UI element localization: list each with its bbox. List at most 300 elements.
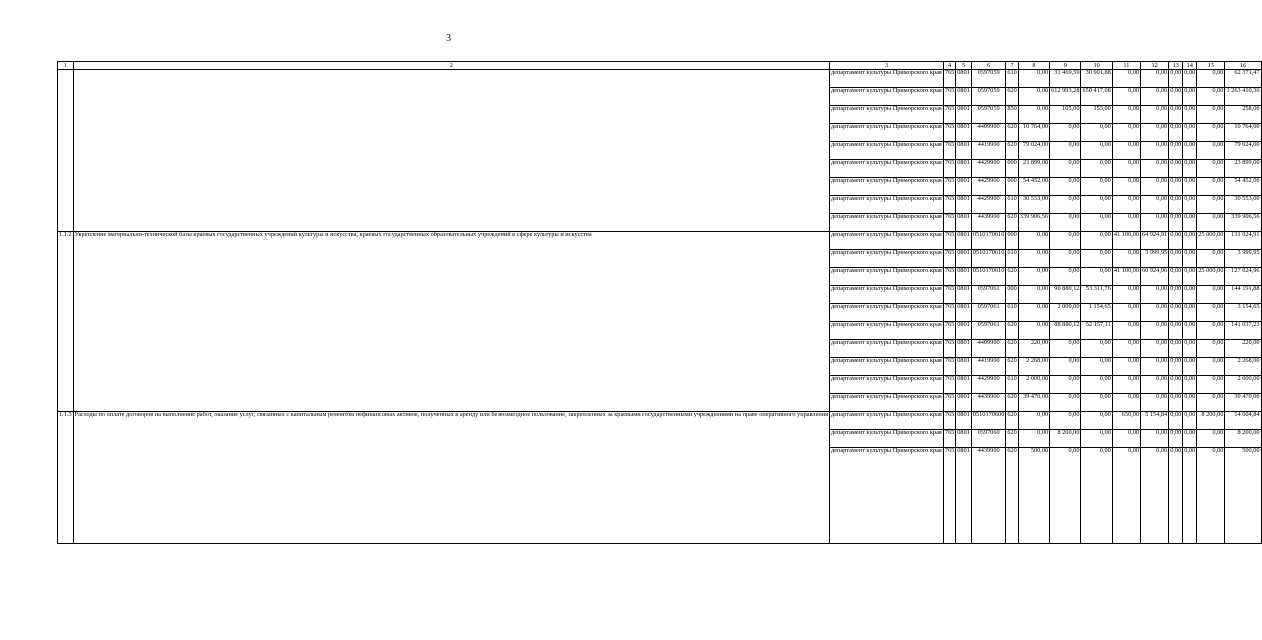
- amount-cell: 0,00: [1169, 88, 1183, 106]
- code-cell: 620: [1006, 142, 1018, 160]
- code-cell: 765: [943, 214, 955, 232]
- code-cell: 0801: [956, 322, 972, 340]
- amount-cell: 14 004,84: [1225, 412, 1261, 430]
- column-header: 9: [1050, 62, 1081, 70]
- amount-cell: 25 000,00: [1197, 268, 1225, 286]
- amount-cell: 0,00: [1197, 448, 1225, 544]
- amount-cell: 54 452,00: [1225, 178, 1261, 196]
- amount-cell: 0,00: [1169, 142, 1183, 160]
- column-header: 2: [73, 62, 829, 70]
- code-cell: 610: [1006, 250, 1018, 268]
- amount-cell: 0,00: [1081, 394, 1112, 412]
- amount-cell: 52 157,11: [1081, 322, 1112, 340]
- amount-cell: 0,00: [1141, 160, 1169, 178]
- amount-cell: 3 154,65: [1225, 304, 1261, 322]
- amount-cell: 144 191,88: [1225, 286, 1261, 304]
- amount-cell: 0,00: [1141, 214, 1169, 232]
- amount-cell: 60 924,96: [1141, 268, 1169, 286]
- amount-cell: 0,00: [1081, 376, 1112, 394]
- amount-cell: 0,00: [1197, 178, 1225, 196]
- code-cell: 765: [943, 412, 955, 430]
- amount-cell: 0,00: [1197, 160, 1225, 178]
- amount-cell: 3 999,95: [1141, 250, 1169, 268]
- amount-cell: 0,00: [1183, 214, 1197, 232]
- amount-cell: 0,00: [1183, 250, 1197, 268]
- code-cell: 620: [1006, 412, 1018, 430]
- code-cell: 610: [1006, 196, 1018, 214]
- amount-cell: 0,00: [1141, 106, 1169, 124]
- amount-cell: 0,00: [1197, 106, 1225, 124]
- amount-cell: 0,00: [1050, 124, 1081, 142]
- code-cell: 0801: [956, 394, 972, 412]
- code-cell: 0801: [956, 412, 972, 430]
- code-cell: 610: [1006, 70, 1018, 88]
- code-cell: 0801: [956, 268, 972, 286]
- amount-cell: 0,00: [1183, 196, 1197, 214]
- amount-cell: 0,00: [1112, 286, 1140, 304]
- amount-cell: 0,00: [1112, 430, 1140, 448]
- amount-cell: 500,00: [1018, 448, 1049, 544]
- table-header-row: [58, 62, 1262, 70]
- code-cell: 0801: [956, 304, 972, 322]
- amount-cell: 650 417,08: [1081, 88, 1112, 106]
- amount-cell: 90 880,12: [1050, 286, 1081, 304]
- code-cell: 765: [943, 394, 955, 412]
- amount-cell: 0,00: [1183, 412, 1197, 430]
- code-cell: 0801: [956, 376, 972, 394]
- amount-cell: 54 452,00: [1018, 178, 1049, 196]
- column-header: 12: [1141, 62, 1169, 70]
- amount-cell: 0,00: [1141, 178, 1169, 196]
- amount-cell: 64 924,91: [1141, 232, 1169, 250]
- code-cell: 0597060: [971, 430, 1005, 448]
- code-cell: 765: [943, 106, 955, 124]
- amount-cell: 0,00: [1141, 124, 1169, 142]
- amount-cell: 0,00: [1183, 304, 1197, 322]
- code-cell: 0597059: [971, 106, 1005, 124]
- dept-cell: департамент культуры Приморского края: [830, 358, 944, 376]
- code-cell: 0801: [956, 178, 972, 196]
- amount-cell: 0,00: [1183, 70, 1197, 88]
- amount-cell: 0,00: [1081, 124, 1112, 142]
- code-cell: 000: [1006, 160, 1018, 178]
- code-cell: 765: [943, 70, 955, 88]
- column-header: 8: [1018, 62, 1049, 70]
- code-cell: 765: [943, 376, 955, 394]
- amount-cell: 0,00: [1112, 142, 1140, 160]
- amount-cell: 0,00: [1018, 88, 1049, 106]
- section-title: Расходы по оплате договоров на выполнение работ, оказание услуг, связанных с капитальным ремонтом нефинансовых активов, полученных в аренду или безвозмездное пользование, закрепленных за краевыми государственными учреждениями на праве оперативного управления: [73, 412, 829, 544]
- code-cell: 765: [943, 268, 955, 286]
- amount-cell: 0,00: [1141, 358, 1169, 376]
- amount-cell: 2 000,00: [1018, 376, 1049, 394]
- amount-cell: 0,00: [1018, 268, 1049, 286]
- amount-cell: 0,00: [1112, 88, 1140, 106]
- dept-cell: департамент культуры Приморского края: [830, 232, 944, 250]
- amount-cell: 0,00: [1183, 106, 1197, 124]
- amount-cell: 0,00: [1197, 70, 1225, 88]
- amount-cell: 0,00: [1050, 196, 1081, 214]
- amount-cell: 0,00: [1112, 304, 1140, 322]
- code-cell: 0801: [956, 160, 972, 178]
- code-cell: 620: [1006, 358, 1018, 376]
- amount-cell: 0,00: [1197, 196, 1225, 214]
- dept-cell: департамент культуры Приморского края: [830, 196, 944, 214]
- amount-cell: 258,00: [1225, 106, 1261, 124]
- amount-cell: 0,00: [1197, 358, 1225, 376]
- amount-cell: 0,00: [1169, 124, 1183, 142]
- amount-cell: 2 268,00: [1225, 358, 1261, 376]
- amount-cell: 0,00: [1018, 286, 1049, 304]
- code-cell: 765: [943, 160, 955, 178]
- amount-cell: 0,00: [1112, 322, 1140, 340]
- amount-cell: 1 263 410,36: [1225, 88, 1261, 106]
- dept-cell: департамент культуры Приморского края: [830, 376, 944, 394]
- column-header: 10: [1081, 62, 1112, 70]
- amount-cell: 0,00: [1018, 430, 1049, 448]
- amount-cell: 41 100,00: [1112, 268, 1140, 286]
- amount-cell: 79 024,00: [1018, 142, 1049, 160]
- code-cell: 765: [943, 142, 955, 160]
- amount-cell: 8 200,00: [1225, 430, 1261, 448]
- section-title: [73, 70, 829, 232]
- table-row: [58, 412, 1262, 430]
- amount-cell: 0,00: [1112, 394, 1140, 412]
- code-cell: 0801: [956, 232, 972, 250]
- amount-cell: 0,00: [1050, 394, 1081, 412]
- amount-cell: 0,00: [1169, 214, 1183, 232]
- amount-cell: 0,00: [1197, 340, 1225, 358]
- amount-cell: 0,00: [1197, 142, 1225, 160]
- code-cell: 0801: [956, 142, 972, 160]
- amount-cell: 30 553,00: [1225, 196, 1261, 214]
- code-cell: 0597061: [971, 286, 1005, 304]
- amount-cell: 0,00: [1141, 430, 1169, 448]
- code-cell: 4429900: [971, 376, 1005, 394]
- code-cell: 4419900: [971, 142, 1005, 160]
- amount-cell: 0,00: [1141, 70, 1169, 88]
- amount-cell: 0,00: [1183, 232, 1197, 250]
- code-cell: 0510170610: [971, 268, 1005, 286]
- column-header: 7: [1006, 62, 1018, 70]
- code-cell: 4429900: [971, 178, 1005, 196]
- dept-cell: департамент культуры Приморского края: [830, 124, 944, 142]
- amount-cell: 79 024,00: [1225, 142, 1261, 160]
- code-cell: 4439900: [971, 448, 1005, 544]
- code-cell: 0510170610: [971, 250, 1005, 268]
- amount-cell: 127 024,96: [1225, 268, 1261, 286]
- amount-cell: 8 200,00: [1197, 412, 1225, 430]
- column-header: 14: [1183, 62, 1197, 70]
- amount-cell: 0,00: [1050, 250, 1081, 268]
- amount-cell: 0,00: [1169, 322, 1183, 340]
- dept-cell: департамент культуры Приморского края: [830, 394, 944, 412]
- amount-cell: 23 899,00: [1018, 160, 1049, 178]
- dept-cell: департамент культуры Приморского края: [830, 106, 944, 124]
- dept-cell: департамент культуры Приморского края: [830, 412, 944, 430]
- amount-cell: 612 993,28: [1050, 88, 1081, 106]
- amount-cell: 0,00: [1081, 214, 1112, 232]
- amount-cell: 339 906,56: [1225, 214, 1261, 232]
- column-header: 16: [1225, 62, 1261, 70]
- amount-cell: 0,00: [1169, 376, 1183, 394]
- amount-cell: 0,00: [1197, 430, 1225, 448]
- amount-cell: 0,00: [1183, 142, 1197, 160]
- code-cell: 765: [943, 178, 955, 196]
- code-cell: 0801: [956, 448, 972, 544]
- code-cell: 765: [943, 358, 955, 376]
- code-cell: 000: [1006, 286, 1018, 304]
- code-cell: 4439900: [971, 394, 1005, 412]
- amount-cell: 650,00: [1112, 412, 1140, 430]
- dept-cell: департамент культуры Приморского края: [830, 88, 944, 106]
- amount-cell: 0,00: [1050, 178, 1081, 196]
- amount-cell: 220,00: [1018, 340, 1049, 358]
- amount-cell: 0,00: [1183, 376, 1197, 394]
- amount-cell: 25 000,00: [1197, 232, 1225, 250]
- amount-cell: 0,00: [1183, 358, 1197, 376]
- amount-cell: 10 764,00: [1018, 124, 1049, 142]
- amount-cell: 0,00: [1141, 304, 1169, 322]
- amount-cell: 0,00: [1018, 232, 1049, 250]
- amount-cell: 0,00: [1169, 340, 1183, 358]
- amount-cell: 0,00: [1183, 394, 1197, 412]
- amount-cell: 105,00: [1050, 106, 1081, 124]
- code-cell: 765: [943, 430, 955, 448]
- amount-cell: 0,00: [1169, 448, 1183, 544]
- amount-cell: 500,00: [1225, 448, 1261, 544]
- code-cell: 765: [943, 124, 955, 142]
- code-cell: 620: [1006, 214, 1018, 232]
- amount-cell: 39 470,00: [1225, 394, 1261, 412]
- code-cell: 765: [943, 196, 955, 214]
- amount-cell: 0,00: [1197, 322, 1225, 340]
- amount-cell: 0,00: [1141, 196, 1169, 214]
- amount-cell: 153,00: [1081, 106, 1112, 124]
- column-header: 3: [830, 62, 944, 70]
- amount-cell: 0,00: [1169, 178, 1183, 196]
- amount-cell: 0,00: [1050, 142, 1081, 160]
- table-row: [58, 70, 1262, 88]
- amount-cell: 0,00: [1050, 340, 1081, 358]
- code-cell: 620: [1006, 124, 1018, 142]
- code-cell: 765: [943, 88, 955, 106]
- amount-cell: 0,00: [1169, 412, 1183, 430]
- amount-cell: 0,00: [1081, 430, 1112, 448]
- code-cell: 765: [943, 322, 955, 340]
- amount-cell: 0,00: [1183, 178, 1197, 196]
- amount-cell: 0,00: [1183, 268, 1197, 286]
- amount-cell: 0,00: [1169, 70, 1183, 88]
- amount-cell: 0,00: [1050, 448, 1081, 544]
- page-number: 3: [446, 33, 451, 44]
- amount-cell: 131 024,91: [1225, 232, 1261, 250]
- section-id: 1.1.2: [58, 232, 74, 412]
- amount-cell: 0,00: [1112, 196, 1140, 214]
- amount-cell: 0,00: [1050, 214, 1081, 232]
- amount-cell: 0,00: [1169, 268, 1183, 286]
- amount-cell: 0,00: [1183, 88, 1197, 106]
- amount-cell: 0,00: [1141, 286, 1169, 304]
- section-title: Укрепление материально-технической базы краевых государственных учреждений культуры и искусства, краевых государственных образовательных учреждений в сфере культуры и искусства: [73, 232, 829, 412]
- code-cell: 0801: [956, 358, 972, 376]
- amount-cell: 220,00: [1225, 340, 1261, 358]
- code-cell: 0597061: [971, 322, 1005, 340]
- amount-cell: 0,00: [1081, 340, 1112, 358]
- amount-cell: 5 154,84: [1141, 412, 1169, 430]
- budget-table: [57, 61, 1262, 544]
- amount-cell: 0,00: [1112, 448, 1140, 544]
- code-cell: 0597059: [971, 88, 1005, 106]
- amount-cell: 0,00: [1081, 178, 1112, 196]
- dept-cell: департамент культуры Приморского края: [830, 430, 944, 448]
- amount-cell: 0,00: [1183, 340, 1197, 358]
- code-cell: 4419900: [971, 358, 1005, 376]
- code-cell: 0801: [956, 340, 972, 358]
- amount-cell: 0,00: [1169, 106, 1183, 124]
- amount-cell: 41 100,00: [1112, 232, 1140, 250]
- amount-cell: 0,00: [1112, 250, 1140, 268]
- code-cell: 4429900: [971, 160, 1005, 178]
- code-cell: 0510170600: [971, 412, 1005, 430]
- amount-cell: 0,00: [1081, 196, 1112, 214]
- code-cell: 0801: [956, 286, 972, 304]
- code-cell: 0597061: [971, 304, 1005, 322]
- column-header: 13: [1169, 62, 1183, 70]
- code-cell: 765: [943, 232, 955, 250]
- column-header: 15: [1197, 62, 1225, 70]
- amount-cell: 0,00: [1183, 448, 1197, 544]
- code-cell: 765: [943, 340, 955, 358]
- code-cell: 4429900: [971, 196, 1005, 214]
- column-header: 4: [943, 62, 955, 70]
- amount-cell: 1 154,65: [1081, 304, 1112, 322]
- code-cell: 0801: [956, 250, 972, 268]
- code-cell: 000: [1006, 232, 1018, 250]
- amount-cell: 31 469,59: [1050, 70, 1081, 88]
- code-cell: 4409900: [971, 340, 1005, 358]
- amount-cell: 0,00: [1112, 124, 1140, 142]
- amount-cell: 0,00: [1081, 160, 1112, 178]
- amount-cell: 53 311,76: [1081, 286, 1112, 304]
- code-cell: 0801: [956, 214, 972, 232]
- amount-cell: 0,00: [1141, 448, 1169, 544]
- amount-cell: 0,00: [1112, 160, 1140, 178]
- amount-cell: 0,00: [1081, 412, 1112, 430]
- amount-cell: 0,00: [1141, 376, 1169, 394]
- code-cell: 0597059: [971, 70, 1005, 88]
- amount-cell: 0,00: [1081, 232, 1112, 250]
- section-id: 1.1.3: [58, 412, 74, 544]
- amount-cell: 0,00: [1112, 106, 1140, 124]
- amount-cell: 0,00: [1197, 286, 1225, 304]
- amount-cell: 0,00: [1018, 106, 1049, 124]
- code-cell: 0801: [956, 106, 972, 124]
- code-cell: 620: [1006, 430, 1018, 448]
- code-cell: 0801: [956, 124, 972, 142]
- code-cell: 620: [1006, 340, 1018, 358]
- code-cell: 0801: [956, 88, 972, 106]
- amount-cell: 0,00: [1197, 214, 1225, 232]
- amount-cell: 0,00: [1081, 142, 1112, 160]
- dept-cell: департамент культуры Приморского края: [830, 160, 944, 178]
- dept-cell: департамент культуры Приморского края: [830, 340, 944, 358]
- amount-cell: 8 200,00: [1050, 430, 1081, 448]
- amount-cell: 10 764,00: [1225, 124, 1261, 142]
- amount-cell: 0,00: [1018, 412, 1049, 430]
- dept-cell: департамент культуры Приморского края: [830, 286, 944, 304]
- dept-cell: департамент культуры Приморского края: [830, 304, 944, 322]
- code-cell: 0801: [956, 430, 972, 448]
- amount-cell: 0,00: [1197, 376, 1225, 394]
- amount-cell: 0,00: [1050, 412, 1081, 430]
- amount-cell: 62 371,47: [1225, 70, 1261, 88]
- code-cell: 620: [1006, 268, 1018, 286]
- dept-cell: департамент культуры Приморского края: [830, 322, 944, 340]
- column-header: 1: [58, 62, 74, 70]
- amount-cell: 0,00: [1112, 70, 1140, 88]
- column-header: 11: [1112, 62, 1140, 70]
- amount-cell: 23 899,00: [1225, 160, 1261, 178]
- amount-cell: 30 553,00: [1018, 196, 1049, 214]
- amount-cell: 2 000,00: [1050, 304, 1081, 322]
- amount-cell: 0,00: [1183, 322, 1197, 340]
- amount-cell: 141 037,23: [1225, 322, 1261, 340]
- amount-cell: 0,00: [1141, 394, 1169, 412]
- amount-cell: 0,00: [1169, 196, 1183, 214]
- section-id: [58, 70, 74, 232]
- amount-cell: 3 999,95: [1225, 250, 1261, 268]
- amount-cell: 0,00: [1141, 340, 1169, 358]
- amount-cell: 0,00: [1112, 340, 1140, 358]
- column-header: 5: [956, 62, 972, 70]
- code-cell: 765: [943, 286, 955, 304]
- amount-cell: 0,00: [1050, 268, 1081, 286]
- amount-cell: 0,00: [1197, 394, 1225, 412]
- amount-cell: 0,00: [1169, 394, 1183, 412]
- amount-cell: 0,00: [1018, 322, 1049, 340]
- amount-cell: 2 000,00: [1225, 376, 1261, 394]
- dept-cell: департамент культуры Приморского края: [830, 142, 944, 160]
- amount-cell: 0,00: [1169, 430, 1183, 448]
- amount-cell: 0,00: [1112, 358, 1140, 376]
- dept-cell: департамент культуры Приморского края: [830, 268, 944, 286]
- code-cell: 620: [1006, 394, 1018, 412]
- amount-cell: 0,00: [1141, 322, 1169, 340]
- amount-cell: 0,00: [1197, 304, 1225, 322]
- amount-cell: 30 901,88: [1081, 70, 1112, 88]
- amount-cell: 0,00: [1169, 304, 1183, 322]
- amount-cell: 0,00: [1050, 232, 1081, 250]
- amount-cell: 0,00: [1169, 250, 1183, 268]
- amount-cell: 0,00: [1081, 268, 1112, 286]
- amount-cell: 39 470,00: [1018, 394, 1049, 412]
- amount-cell: 0,00: [1141, 88, 1169, 106]
- amount-cell: 0,00: [1183, 430, 1197, 448]
- dept-cell: департамент культуры Приморского края: [830, 178, 944, 196]
- amount-cell: 0,00: [1197, 250, 1225, 268]
- code-cell: 620: [1006, 322, 1018, 340]
- dept-cell: департамент культуры Приморского края: [830, 250, 944, 268]
- amount-cell: 0,00: [1018, 70, 1049, 88]
- amount-cell: 2 268,00: [1018, 358, 1049, 376]
- column-header: 6: [971, 62, 1005, 70]
- amount-cell: 0,00: [1183, 124, 1197, 142]
- code-cell: 0801: [956, 196, 972, 214]
- amount-cell: 0,00: [1197, 88, 1225, 106]
- dept-cell: департамент культуры Приморского края: [830, 448, 944, 544]
- amount-cell: 0,00: [1081, 250, 1112, 268]
